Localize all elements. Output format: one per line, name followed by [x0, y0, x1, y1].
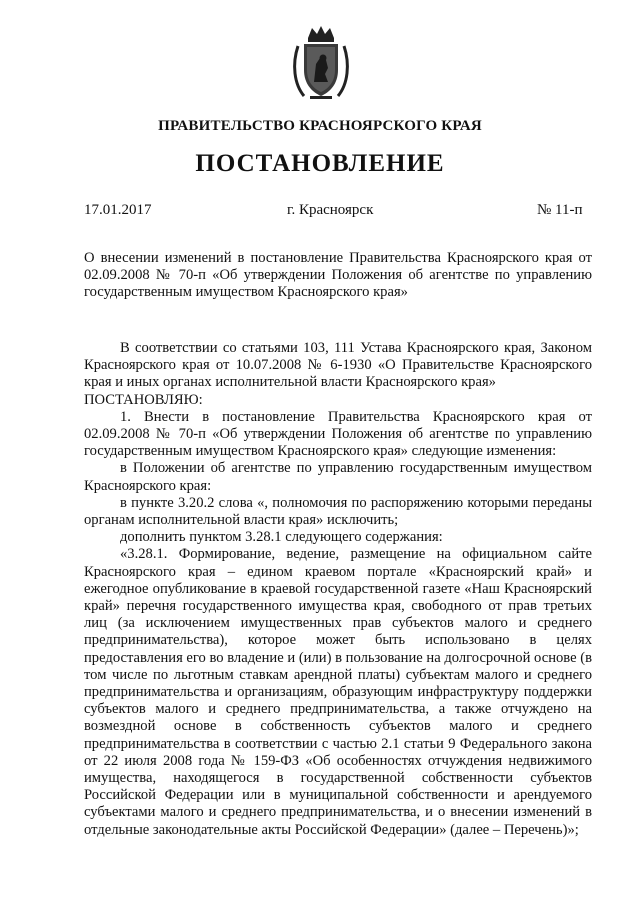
- document-date: 17.01.2017: [84, 202, 152, 218]
- document-body: [84, 340, 592, 839]
- resolve-line: ПОСТАНОВЛЯЮ:: [84, 391, 203, 408]
- coat-of-arms-icon: [290, 24, 352, 102]
- document-number: № 11-п: [537, 202, 583, 218]
- preamble-paragraph: В соответствии со статьями 103, 111 Устава Красноярского края, Законом Красноярского края от 10.07.2008 № 6-1930 «О Правительстве Красноярского края и иных органах исполнительной власти Красноярского края»: [84, 340, 592, 391]
- clause-3-28-1-paragraph: «3.28.1. Формирование, ведение, размещение на официальном сайте Красноярского края – едином краевом портале «Красноярский край» и ежегодное опубликование в краевой государственной газете «Наш Красноярский край» перечня государственного имущества края, свободного от прав третьих лиц (за исключением имущественных прав субъектов малого и среднего предпринимательства), которое может быть использовано в целях предоставления его во владение и (или) в пользование на долгосрочной основе (в том числе по льготным ставкам арендной платы) субъектам малого и среднего предпринимательства и организациям, образующим инфраструктуру поддержки субъектов малого и среднего предпринимательства, а также отчуждено на возмездной основе в собственность субъектов малого и среднего предпринимательства в соответствии с частью 2.1 статьи 9 Федерального закона от 22 июля 2008 года № 159-ФЗ «Об особенностях отчуждения недвижимого имущества, находящегося в государственной собственности субъектов Российской Федерации или в муниципальной собственности и арендуемого субъектами малого и среднего предпринимательства, и о внесении изменений в отдельные законодательные акты Российской Федерации» (далее – Перечень)»;: [84, 546, 592, 838]
- document-type: ПОСТАНОВЛЕНИЕ: [195, 150, 445, 177]
- item-1-paragraph: 1. Внести в постановление Правительства Красноярского края от 02.09.2008 № 70-п «Об утверждении Положения об агентстве по управлению государственным имуществом Красноярского края» следующие изменения:: [84, 408, 592, 460]
- document-city: г. Красноярск: [287, 202, 374, 218]
- clause-3-20-2-paragraph: в пункте 3.20.2 слова «, полномочия по распоряжению которыми переданы органам исполнительной власти края» исключить;: [84, 494, 592, 529]
- organization-name: ПРАВИТЕЛЬСТВО КРАСНОЯРСКОГО КРАЯ: [158, 118, 482, 134]
- document-subject: О внесении изменений в постановление Правительства Красноярского края от 02.09.2008 № 70-п «Об утверждении Положения об агентстве по управлению государственным имуществом Красноярского края»: [84, 250, 592, 300]
- regulation-paragraph: в Положении об агентстве по управлению государственным имуществом Красноярского края:: [84, 460, 592, 494]
- addition-paragraph: дополнить пунктом 3.28.1 следующего содержания:: [120, 529, 443, 546]
